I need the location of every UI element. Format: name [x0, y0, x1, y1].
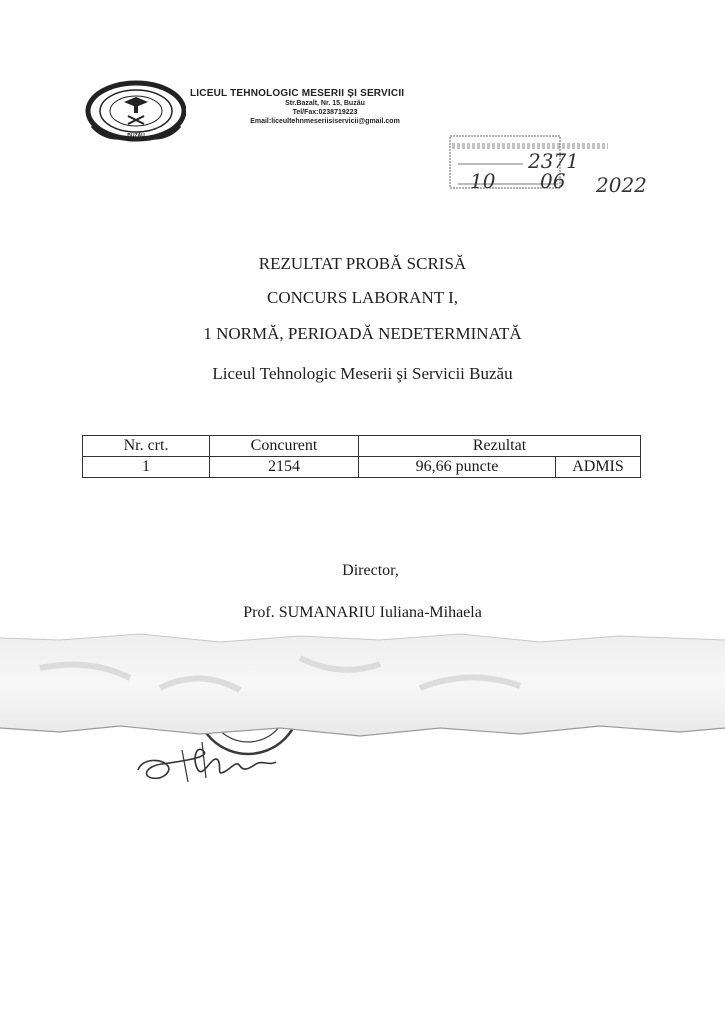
school-header — [190, 88, 460, 126]
registry-day: 10 — [470, 169, 496, 193]
signatory-role: Director, — [342, 562, 399, 579]
school-address: Str.Bazalt, Nr. 15, Buzău — [285, 100, 365, 107]
cell-punctaj: 96,66 puncte — [359, 457, 556, 478]
registry-month: 06 — [540, 169, 566, 193]
registry-stamp — [448, 134, 658, 196]
results-table — [82, 435, 641, 478]
header-nr: Nr. crt. — [83, 436, 210, 457]
header-concurent: Concurent — [210, 436, 359, 457]
doc-subtitle-norm: 1 NORMĂ, PERIOADĂ NEDETERMINATĂ — [203, 324, 522, 343]
cell-nr: 1 — [83, 457, 210, 478]
school-logo-icon — [84, 80, 186, 142]
school-phone: Tel/Fax:0238719223 — [292, 109, 358, 116]
school-name: LICEUL TEHNOLOGIC MESERII ȘI SERVICII — [190, 88, 405, 99]
logo-city: BUZĂU — [127, 133, 145, 139]
doc-subtitle-school: Liceul Tehnologic Meserii şi Servicii Buzău — [212, 364, 513, 383]
header-rezultat: Rezultat — [359, 436, 641, 457]
doc-subtitle-contest: CONCURS LABORANT I, — [267, 288, 458, 307]
signature-icon — [132, 730, 282, 790]
doc-title: REZULTAT PROBĂ SCRISĂ — [258, 254, 467, 273]
redaction-band — [0, 628, 725, 758]
cell-status: ADMIS — [556, 457, 641, 478]
table-row — [83, 457, 641, 478]
registry-year: 2022 — [596, 173, 647, 196]
signatory-name: Prof. SUMANARIU Iuliana-Mihaela — [243, 604, 482, 621]
cell-concurent: 2154 — [210, 457, 359, 478]
registry-number: 2371 — [528, 149, 579, 173]
table-header-row — [83, 436, 641, 457]
school-email: Email:liceultehnmeseriisiservicii@gmail.com — [250, 118, 400, 125]
